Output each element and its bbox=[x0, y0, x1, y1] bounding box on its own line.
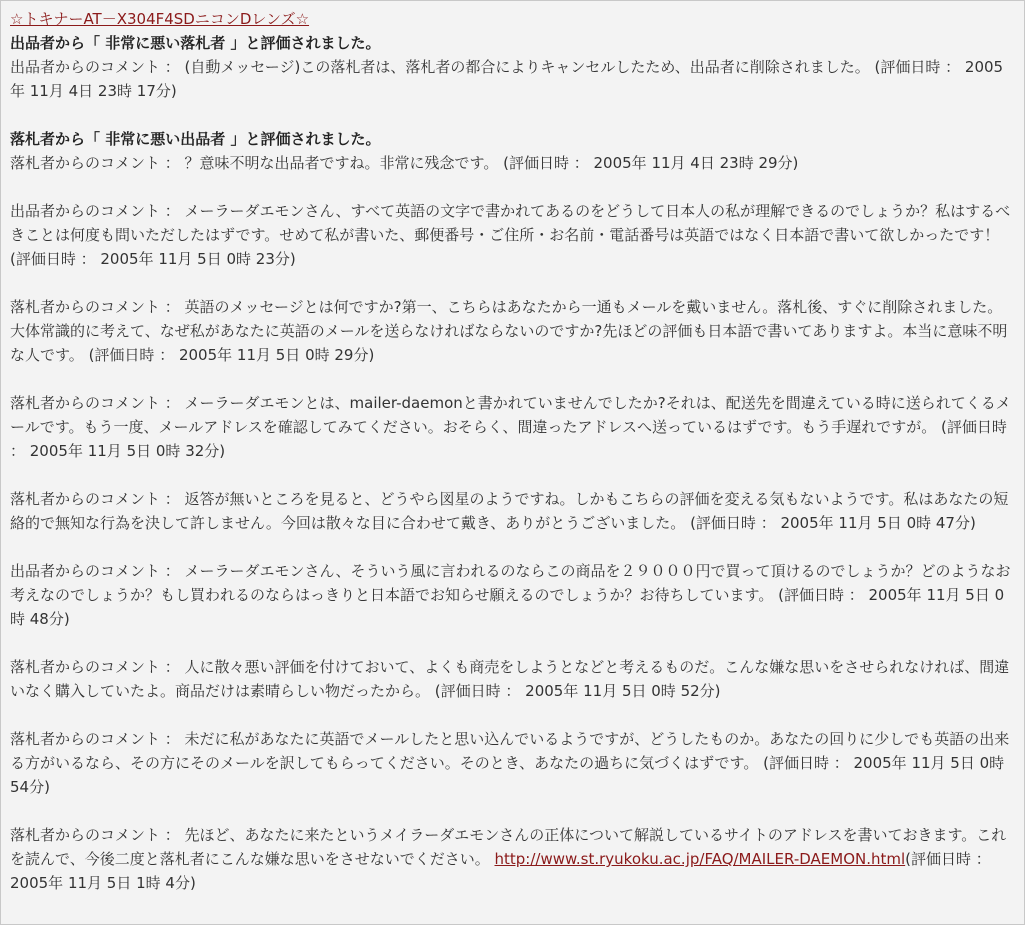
feedback-entry bbox=[10, 31, 1015, 103]
comment-text: 落札者からのコメント ： 返答が無いところを見ると、どうやら図星のようですね。しかもこちらの評価を変える気もないようです。私はあなたの短絡的で無知な行為を決して許しません。今回は散々な目に合わせて戴き、ありがとうございました。 (評価日時 ： 2005年 11月 5日 0時 47分) bbox=[10, 490, 1009, 532]
feedback-entry bbox=[10, 127, 1015, 175]
feedback-entry bbox=[10, 559, 1015, 631]
comment-text: 落札者からのコメント ： 人に散々悪い評価を付けておいて、よくも商売をしようとなどと考えるものだ。こんな嫌な思いをさせられなければ、間違いなく購入していたよ。商品だけは素晴らしい物だったから。 (評価日時 ： 2005年 11月 5日 0時 52分) bbox=[10, 658, 1010, 700]
auction-title-link[interactable]: ☆トキナーAT－X304F4SDニコンDレンズ☆ bbox=[10, 10, 310, 28]
comment-text: 出品者からのコメント ： (自動メッセージ)この落札者は、落札者の都合によりキャンセルしたため、出品者に削除されました。 (評価日時 ： 2005年 11月 4日 23時 17分) bbox=[10, 58, 1004, 100]
feedback-entry bbox=[10, 295, 1015, 367]
comment-text: 落札者からのコメント ： 未だに私があなたに英語でメールしたと思い込んでいるようですが、どうしたものか。あなたの回りに少しでも英語の出来る方がいるなら、その方にそのメールを訳してもらってください。そのとき、あなたの過ちに気づくはずです。 (評価日時 ： 2005年 11月 5日 0時 54分) bbox=[10, 730, 1010, 796]
feedback-entry bbox=[10, 823, 1015, 895]
comment-text: 出品者からのコメント ： メーラーダエモンさん、そういう風に言われるのならこの商品を２９０００円で買って頂けるのでしょうか？どのようなお考えなのでしょうか？もし買われるのならはっきりと日本語でお知らせ願えるのでしょうか？お待ちしています。 (評価日時 ： 2005年 11月 5日 0時 48分) bbox=[10, 562, 1011, 628]
comment-text: 落札者からのコメント ： 先ほど、あなたに来たというメイラーダエモンさんの正体について解説しているサイトのアドレスを書いておきます。これを読んで、今後二度と落札者にこんな嫌な思いをさせないでください。 bbox=[10, 826, 1007, 868]
comment-text: 落札者からのコメント ： 英語のメッセージとは何ですか?第一、こちらはあなたから一通もメールを戴いません。落札後、すぐに削除されました。大体常識的に考えて、なぜ私があなたに英語のメールを送らなければならないのですか?先ほどの評価も日本語で書いてありますよ。本当に意味不明な人です。 (評価日時 ： 2005年 11月 5日 0時 29分) bbox=[10, 298, 1008, 364]
feedback-entry bbox=[10, 391, 1015, 463]
comment-text: 落札者からのコメント ： ？意味不明な出品者ですね。非常に残念です。 (評価日時 ： 2005年 11月 4日 23時 29分) bbox=[10, 154, 799, 172]
feedback-entry bbox=[10, 655, 1015, 703]
feedback-entry bbox=[10, 487, 1015, 535]
feedback-entry bbox=[10, 727, 1015, 799]
mailer-daemon-faq-link[interactable]: http://www.st.ryukoku.ac.jp/FAQ/MAILER-DAEMON.html bbox=[494, 850, 906, 868]
comment-date: (評価日時 ： 2005年 11月 5日 1時 4分) bbox=[10, 850, 991, 892]
comment-text: 出品者からのコメント ： メーラーダエモンさん、すべて英語の文字で書かれてあるのをどうして日本人の私が理解できるのでしょうか？私はするべきことは何度も問いただしたはずです。せめて私が書いた、郵便番号・ご住所・お名前・電話番号は英語ではなく日本語で書いて欲しかったです！ (評価日時 ： 2005年 11月 5日 0時 23分) bbox=[10, 202, 1011, 268]
feedback-entry bbox=[10, 199, 1015, 271]
comment-text: 落札者からのコメント ： メーラーダエモンとは、mailer-daemonと書かれていませんでしたか?それは、配送先を間違えている時に送られてくるメールです。もう一度、メールアドレスを確認してみてください。おそらく、間違ったアドレスへ送っているはずです。もう手遅れですが。 (評価日時 ： 2005年 11月 5日 0時 32分) bbox=[10, 394, 1011, 460]
rating-heading: 出品者から「 非常に悪い落札者 」と評価されました。 bbox=[10, 34, 381, 52]
rating-heading: 落札者から「 非常に悪い出品者 」と評価されました。 bbox=[10, 130, 381, 148]
